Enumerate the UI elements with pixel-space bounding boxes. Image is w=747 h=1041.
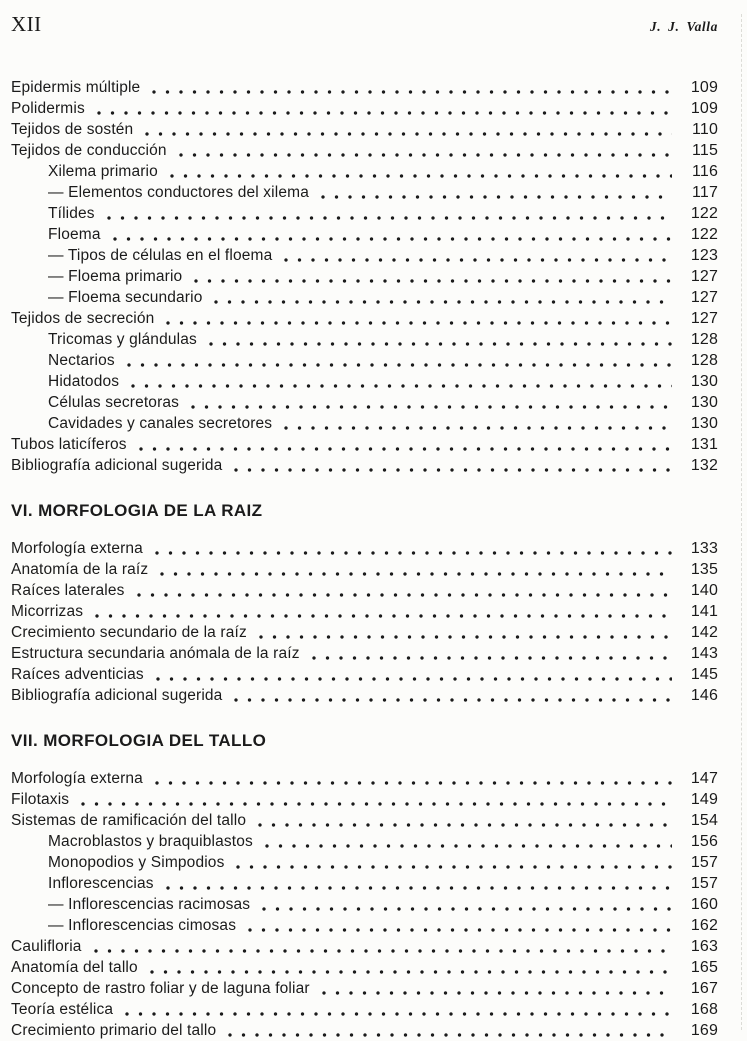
dot-leader (188, 403, 672, 411)
dot-leader (281, 424, 672, 432)
toc-entry-label: — Tipos de células en el floema (48, 247, 273, 264)
toc-row (11, 77, 718, 98)
toc-row (11, 559, 718, 580)
toc-row (11, 852, 718, 873)
toc-page-number: 135 (690, 561, 718, 578)
dot-leader (124, 361, 672, 369)
toc-page-number: 156 (690, 833, 718, 850)
toc-row (11, 580, 718, 601)
dot-leader (134, 591, 672, 599)
folio-page-number: XII (11, 12, 42, 36)
dot-leader (191, 277, 672, 285)
toc-row (11, 119, 718, 140)
toc-page-number: 115 (692, 142, 718, 159)
toc-page-number: 167 (690, 980, 718, 997)
dot-leader (142, 130, 672, 138)
toc (11, 77, 718, 1041)
toc-row (11, 810, 718, 831)
toc-entry-label: Hidatodos (48, 373, 120, 390)
dot-leader (163, 319, 672, 327)
toc-entry-label: Nectarios (48, 352, 115, 369)
toc-page-number: 109 (690, 100, 718, 117)
toc-entry-label: Tubos laticíferos (11, 436, 127, 453)
toc-entry-label: Crecimiento primario del tallo (11, 1022, 217, 1039)
toc-page-number: 122 (690, 226, 718, 243)
toc-page-number: 160 (690, 896, 718, 913)
toc-row (11, 789, 718, 810)
dot-leader (147, 968, 672, 976)
toc-entry-label: Xilema primario (48, 163, 158, 180)
page-header (11, 12, 718, 37)
dot-leader (157, 570, 672, 578)
running-title-author: J. J. Valla (649, 19, 718, 34)
toc-page-number: 157 (690, 854, 718, 871)
toc-page-number: 165 (690, 959, 718, 976)
toc-entry-label: Tejidos de sostén (11, 121, 134, 138)
dot-leader (259, 905, 672, 913)
toc-entry-label: Caulifloria (11, 938, 82, 955)
toc-row (11, 601, 718, 622)
toc-page-number: 117 (692, 184, 718, 201)
toc-entry-label: — Inflorescencias cimosas (48, 917, 237, 934)
toc-entry-label: Concepto de rastro foliar y de laguna foliar (11, 980, 310, 997)
dot-leader (78, 800, 672, 808)
dot-leader (91, 947, 672, 955)
toc-entry-label: Bibliografía adicional sugerida (11, 687, 223, 704)
toc-row (11, 413, 718, 434)
dot-leader (231, 696, 672, 704)
toc-row (11, 182, 718, 203)
toc-row (11, 873, 718, 894)
toc-row (11, 831, 718, 852)
dot-leader (149, 88, 672, 96)
toc-page-number: 130 (690, 415, 718, 432)
toc-page-number: 123 (690, 247, 718, 264)
dot-leader (281, 256, 672, 264)
toc-row (11, 643, 718, 664)
toc-row (11, 140, 718, 161)
dot-leader (206, 340, 672, 348)
toc-row (11, 768, 718, 789)
toc-row (11, 538, 718, 559)
toc-page-number: 146 (690, 687, 718, 704)
toc-page-number: 163 (690, 938, 718, 955)
toc-page-number: 116 (692, 163, 718, 180)
dot-leader (152, 779, 672, 787)
toc-entry-label: Células secretoras (48, 394, 180, 411)
dot-leader (211, 298, 672, 306)
toc-page-number: 142 (690, 624, 718, 641)
toc-entry-label: — Elementos conductores del xilema (48, 184, 309, 201)
section-heading: VII. MORFOLOGIA DEL TALLO (11, 731, 267, 750)
toc-row (11, 308, 718, 329)
toc-entry-label: Micorrizas (11, 603, 84, 620)
toc-page-number: 143 (690, 645, 718, 662)
toc-row (11, 161, 718, 182)
dot-leader (110, 235, 672, 243)
dot-leader (262, 842, 672, 850)
toc-row (11, 392, 718, 413)
toc-entry-label: Epidermis múltiple (11, 79, 141, 96)
toc-entry-label: — Floema secundario (48, 289, 203, 306)
toc-page-number: 127 (690, 310, 718, 327)
toc-page-number: 110 (692, 121, 718, 138)
dot-leader (163, 884, 672, 892)
toc-row (11, 371, 718, 392)
toc-page-number: 130 (690, 373, 718, 390)
toc-row (11, 455, 718, 476)
toc-entry-label: Inflorescencias (48, 875, 154, 892)
toc-row (11, 894, 718, 915)
toc-entry-label: Anatomía del tallo (11, 959, 138, 976)
toc-entry-label: Raíces laterales (11, 582, 125, 599)
toc-row (11, 266, 718, 287)
toc-entry-label: Anatomía de la raíz (11, 561, 149, 578)
toc-entry-label: Macroblastos y braquiblastos (48, 833, 253, 850)
toc-entry-label: Morfología externa (11, 770, 143, 787)
toc-entry-label: Tejidos de conducción (11, 142, 167, 159)
dot-leader (167, 172, 672, 180)
toc-entry-label: Estructura secundaria anómala de la raíz (11, 645, 300, 662)
toc-row (11, 98, 718, 119)
dot-leader (153, 675, 672, 683)
toc-entry-label: — Inflorescencias racimosas (48, 896, 251, 913)
dot-leader (245, 926, 672, 934)
toc-page-number: 132 (690, 457, 718, 474)
dot-leader (104, 214, 672, 222)
scan-edge-line (741, 14, 742, 1030)
toc-entry-label: Cavidades y canales secretores (48, 415, 273, 432)
toc-row (11, 957, 718, 978)
toc-page-number: 133 (690, 540, 718, 557)
toc-page-number: 168 (690, 1001, 718, 1018)
toc-row (11, 350, 718, 371)
dot-leader (122, 1010, 672, 1018)
toc-row (11, 434, 718, 455)
dot-leader (152, 549, 672, 557)
toc-page-number: 169 (690, 1022, 718, 1039)
toc-entry-label: Crecimiento secundario de la raíz (11, 624, 247, 641)
toc-row (11, 915, 718, 936)
toc-row (11, 1020, 718, 1041)
toc-page-number: 131 (690, 436, 718, 453)
toc-row (11, 978, 718, 999)
toc-row (11, 999, 718, 1020)
toc-row (11, 203, 718, 224)
dot-leader (94, 109, 672, 117)
dot-leader (176, 151, 672, 159)
toc-entry-label: Tejidos de secreción (11, 310, 155, 327)
toc-page-number: 109 (690, 79, 718, 96)
toc-page-number: 127 (690, 268, 718, 285)
section-heading: VI. MORFOLOGIA DE LA RAIZ (11, 501, 263, 520)
toc-entry-label: Teoría estélica (11, 1001, 114, 1018)
toc-page-number: 162 (690, 917, 718, 934)
toc-page-number: 128 (690, 352, 718, 369)
toc-entry-label: Filotaxis (11, 791, 70, 808)
toc-page-number: 122 (690, 205, 718, 222)
dot-leader (318, 193, 672, 201)
toc-entry-label: Tílides (48, 205, 95, 222)
toc-page-number: 149 (690, 791, 718, 808)
toc-page-number: 127 (690, 289, 718, 306)
toc-row (11, 287, 718, 308)
toc-entry-label: Sistemas de ramificación del tallo (11, 812, 247, 829)
toc-row (11, 685, 718, 706)
toc-page-number: 130 (690, 394, 718, 411)
dot-leader (231, 466, 672, 474)
toc-entry-label: Monopodios y Simpodios (48, 854, 225, 871)
dot-leader (309, 654, 672, 662)
toc-row (11, 936, 718, 957)
toc-row (11, 245, 718, 266)
toc-page-number: 141 (690, 603, 718, 620)
toc-entry-label: Bibliografía adicional sugerida (11, 457, 223, 474)
dot-leader (255, 821, 672, 829)
toc-row (11, 224, 718, 245)
dot-leader (225, 1031, 672, 1039)
toc-row (11, 329, 718, 350)
toc-row (11, 622, 718, 643)
toc-page-number: 154 (690, 812, 718, 829)
toc-page-number: 157 (690, 875, 718, 892)
dot-leader (319, 989, 672, 997)
toc-entry-label: Tricomas y glándulas (48, 331, 197, 348)
toc-entry-label: Floema (48, 226, 101, 243)
toc-entry-label: — Floema primario (48, 268, 183, 285)
toc-entry-label: Polidermis (11, 100, 85, 117)
toc-entry-label: Morfología externa (11, 540, 143, 557)
toc-page-number: 140 (690, 582, 718, 599)
toc-page-number: 128 (690, 331, 718, 348)
dot-leader (256, 633, 672, 641)
toc-page-number: 147 (690, 770, 718, 787)
dot-leader (92, 612, 672, 620)
toc-page-number: 145 (690, 666, 718, 683)
toc-entry-label: Raíces adventicias (11, 666, 144, 683)
dot-leader (128, 382, 672, 390)
dot-leader (136, 445, 672, 453)
dot-leader (233, 863, 672, 871)
toc-row (11, 664, 718, 685)
